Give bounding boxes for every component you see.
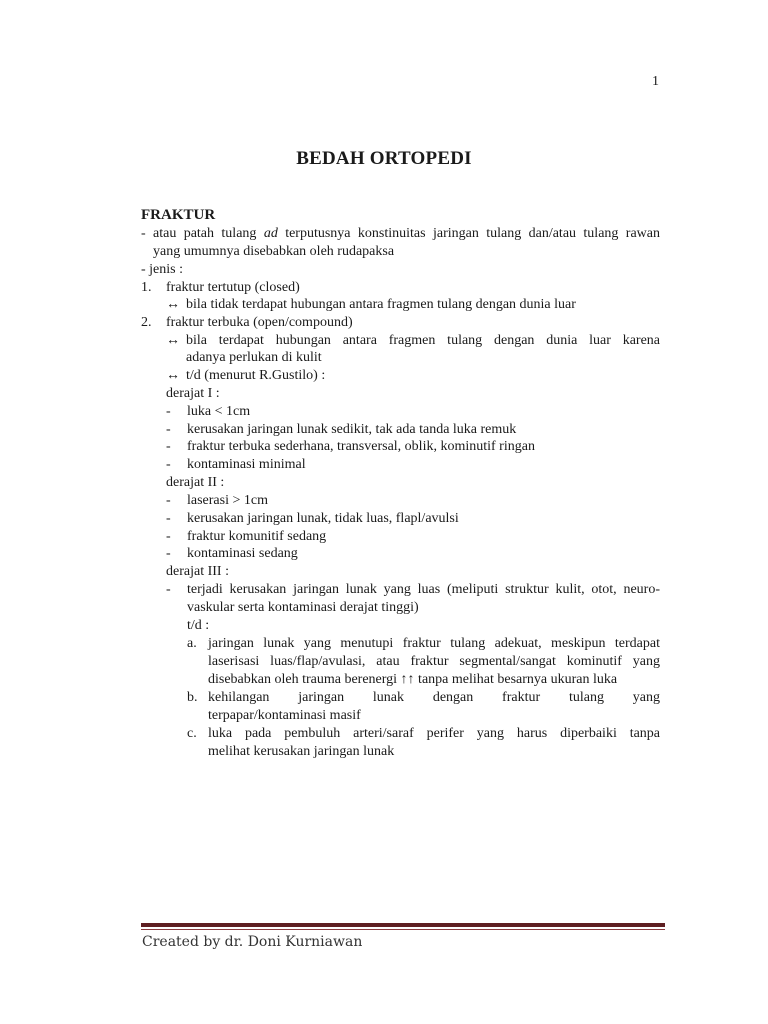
definition-text: terputusnya konstinuitas jaringan tulang dan/atau tulang rawan <box>277 226 661 241</box>
sub-item: jaringan lunak yang menutupi fraktur tulang adekuat, meskipun terdapat <box>208 636 660 651</box>
list-item: fraktur komunitif sedang <box>187 529 327 544</box>
page-title: BEDAH ORTOPEDI <box>296 148 472 169</box>
footer-credit: Created by dr. Doni Kurniawan <box>142 934 363 950</box>
dash: - <box>166 404 171 419</box>
sub-item: kehilangan jaringan lunak dengan fraktur tulang yang <box>208 690 660 705</box>
type-label: fraktur terbuka (open/compound) <box>166 315 353 330</box>
grade-label: derajat II : <box>166 475 225 490</box>
dash: - <box>166 546 171 561</box>
footer-rule <box>141 923 665 927</box>
sub-item: disebabkan oleh trauma berenergi ↑↑ tanpa melihat besarnya ukuran luka <box>208 672 618 687</box>
list-number: 2. <box>141 315 152 330</box>
list-item: kerusakan jaringan lunak, tidak luas, flapl/avulsi <box>187 511 459 526</box>
jenis-label: - jenis : <box>141 262 183 277</box>
list-item: laserasi > 1cm <box>187 493 268 508</box>
sub-item: terpapar/kontaminasi masif <box>208 708 361 723</box>
definition-text: atau patah tulang <box>153 226 264 241</box>
dash: - <box>166 422 171 437</box>
sub-letter: a. <box>187 636 197 651</box>
dash: - <box>166 582 171 597</box>
dash: - <box>166 457 171 472</box>
definition-line: yang umumnya disebabkan oleh rudapaksa <box>153 244 395 259</box>
list-item: kerusakan jaringan lunak sedikit, tak ada tanda luka remuk <box>187 422 517 437</box>
list-item: fraktur terbuka sederhana, transversal, oblik, kominutif ringan <box>187 439 535 454</box>
footer-rule-thin <box>141 929 665 930</box>
type-label: fraktur tertutup (closed) <box>166 280 300 295</box>
classification-label: t/d (menurut R.Gustilo) : <box>186 368 326 383</box>
grade-label: derajat I : <box>166 386 220 401</box>
dash: - <box>166 439 171 454</box>
arrow-icon: ↔ <box>166 333 180 348</box>
sub-letter: b. <box>187 690 198 705</box>
list-item: luka < 1cm <box>187 404 251 419</box>
dash: - <box>141 226 146 241</box>
list-item: kontaminasi sedang <box>187 546 298 561</box>
sub-item: laserisasi luas/flap/avulasi, atau fraktur segmental/sangat kominutif yang <box>208 654 660 669</box>
list-number: 1. <box>141 280 152 295</box>
sub-letter: c. <box>187 726 197 741</box>
list-item: terjadi kerusakan jaringan lunak yang luas (meliputi struktur kulit, otot, neuro- <box>187 582 661 597</box>
type-desc: bila tidak terdapat hubungan antara fragmen tulang dengan dunia luar <box>186 297 576 312</box>
dash: - <box>166 529 171 544</box>
type-desc: adanya perlukan di kulit <box>186 350 322 365</box>
list-item: kontaminasi minimal <box>187 457 306 472</box>
sub-item: melihat kerusakan jaringan lunak <box>208 744 395 759</box>
arrow-icon: ↔ <box>166 368 180 383</box>
type-desc: bila terdapat hubungan antara fragmen tulang dengan dunia luar karena <box>186 333 661 348</box>
list-item: vaskular serta kontaminasi derajat tinggi) <box>187 600 419 615</box>
definition-italic: ad <box>263 226 278 241</box>
definition-line <box>153 225 660 242</box>
grade-label: derajat III : <box>166 564 229 579</box>
arrow-icon: ↔ <box>166 297 180 312</box>
page-number: 1 <box>652 74 659 89</box>
dash: - <box>166 493 171 508</box>
sub-item: luka pada pembuluh arteri/saraf perifer yang harus diperbaiki tanpa <box>208 726 661 741</box>
section-heading: FRAKTUR <box>141 207 216 223</box>
dash: - <box>166 511 171 526</box>
classification-label: t/d : <box>187 618 210 633</box>
